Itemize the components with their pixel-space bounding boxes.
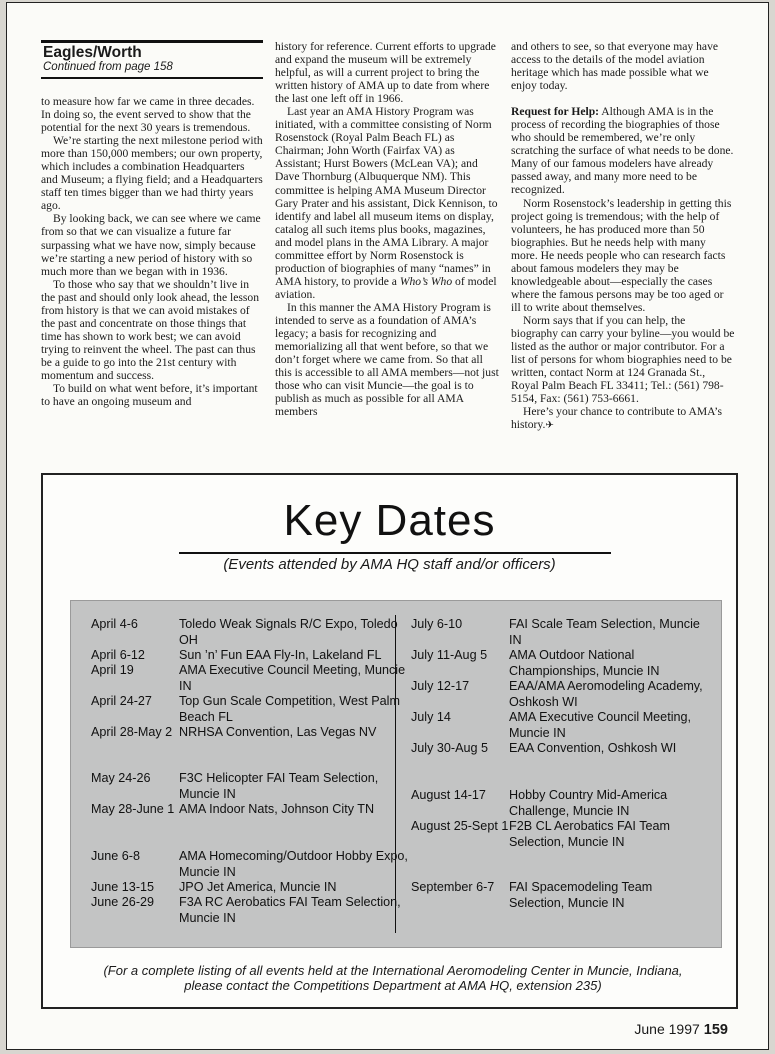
paragraph: We’re starting the next milestone period with more than 150,000 members; our own property, which includes a combination Headquarters and Museum; a flying field; and a Headquarters staff ten times bigger than we had thirty years ago.: [41, 134, 263, 213]
paragraph: history for reference. Current efforts to upgrade and expand the museum will be extremely helpful, as will a current project to bring the written history of AMA up to date from where the last one left off in 1966.: [275, 40, 496, 106]
request-for-help-lead: Request for Help:: [511, 105, 600, 119]
event-name: AMA Executive Council Meeting, Muncie IN: [509, 710, 691, 740]
paragraph: [275, 105, 501, 301]
event-name: EAA/AMA Aeromodeling Academy, Oshkosh WI: [509, 679, 703, 709]
event-date: June 13-15: [91, 880, 155, 894]
article-column-3: [511, 40, 735, 432]
article-column-2: [275, 40, 501, 418]
event-name: AMA Homecoming/Outdoor Hobby Expo, Muncie IN: [179, 849, 408, 879]
event-name: AMA Outdoor National Championships, Muncie IN: [509, 648, 660, 678]
event-name: F3A RC Aerobatics FAI Team Selection, Muncie IN: [179, 895, 401, 925]
paragraph: Norm Rosenstock’s leadership in getting this project going is tremendous; with the help of volunteers, he has produced more than 50 biographies. But he needs help with many more. He needs people who can research facts about famous modelers they may be knowledgeable about—especially the cases where the famous persons may be too aged or ill to write about themselves.: [511, 196, 732, 314]
paragraph: To those who say that we shouldn’t live in the past and should only look ahead, the lesson from history is that we can avoid mistakes of the past and concentrate on those things that time has shown to work best; we can avoid trying to reinvent the wheel. The past can thus be a guide to go into the 21st century with momentum and success.: [41, 277, 259, 382]
issue-date: June 1997: [634, 1021, 700, 1037]
event-date: April 19: [91, 663, 134, 677]
event-name: EAA Convention, Oshkosh WI: [509, 741, 677, 755]
event-name: Toledo Weak Signals R/C Expo, Toledo OH: [179, 617, 398, 647]
paragraph: In this manner the AMA History Program is intended to serve as a foundation of AMA’s legacy; a basis for recognizing and memorializing all that went before, so that we don’t forget where we came from. So that all this is accessible to all AMA members—not just those who can visit Muncie—the goal is to publish as much as possible for all AMA members: [275, 300, 499, 419]
key-dates-title: Key Dates: [283, 496, 496, 545]
article-column-1: [41, 95, 263, 408]
event-date: July 30-Aug 5: [411, 741, 489, 755]
event-name: NRHSA Convention, Las Vegas NV: [179, 725, 377, 739]
paragraph: to measure how far we came in three decades. In doing so, the event served to show that the potential for the next 30 years is tremendous.: [41, 95, 255, 135]
paragraph-text: of model aviation.: [275, 274, 497, 301]
page-folio: [634, 1021, 728, 1038]
airplane-icon: ✈: [545, 420, 554, 432]
title-rule: [179, 552, 611, 554]
event-date: May 24-26: [91, 771, 151, 785]
event-name: Sun ’n’ Fun EAA Fly-In, Lakeland FL: [179, 648, 382, 662]
event-name: AMA Executive Council Meeting, Muncie IN: [179, 663, 406, 693]
key-dates-panel: [70, 600, 722, 948]
paragraph: [511, 405, 735, 432]
paragraph: and others to see, so that everyone may have access to the details of the model aviation heritage which has made possible what we enjoy today.: [511, 40, 719, 93]
event-date: June 6-8: [91, 849, 141, 863]
page-number: 159: [703, 1022, 728, 1038]
event-name: AMA Indoor Nats, Johnson City TN: [179, 802, 375, 816]
event-date: September 6-7: [411, 880, 495, 894]
event-name: Hobby Country Mid-America Challenge, Muncie IN: [509, 788, 668, 818]
event-date: May 28-June 1: [91, 802, 175, 816]
magazine-page: [6, 2, 769, 1050]
paragraph-text: Although AMA is in the process of recording the biographies of those who should be remembered, we’re only scratching the surface of what needs to be done. Many of our famous modelers have already passed away, and many more need to be recognized.: [511, 105, 734, 197]
key-dates-subtitle: (Events attended by AMA HQ staff and/or officers): [223, 556, 556, 573]
event-date: June 26-29: [91, 895, 155, 909]
paragraph-text: Here’s your chance to contribute to AMA’s history.: [511, 405, 722, 432]
event-date: July 11-Aug 5: [411, 648, 488, 662]
paragraph: By looking back, we can see where we came from so that we can visualize a future far surpassing what we have now, simply because we’re starting a new period of history with so much more than we began with in 1936.: [41, 212, 261, 278]
event-date: August 25-Sept 1: [411, 819, 509, 833]
event-date: April 28-May 2: [91, 725, 173, 739]
event-name: Top Gun Scale Competition, West Palm Beach FL: [179, 694, 400, 724]
event-date: July 6-10: [411, 617, 463, 631]
event-name: FAI Spacemodeling Team Selection, Muncie IN: [509, 880, 653, 910]
key-dates-footnote: (For a complete listing of all events held at the International Aeromodeling Center in Muncie, Indiana, please contact the Competitions Department at AMA HQ, extension 235): [103, 963, 683, 993]
paragraph: To build on what went before, it’s important to have an ongoing museum and: [41, 382, 258, 409]
italic-title: Who’s Who: [399, 274, 453, 288]
event-date: April 4-6: [91, 617, 138, 631]
event-date: April 24-27: [91, 694, 152, 708]
event-date: July 14: [411, 710, 451, 724]
event-date: July 12-17: [411, 679, 470, 693]
article-header: [41, 40, 263, 79]
continued-note: Continued from page 158: [43, 61, 173, 73]
article-title: Eagles/Worth: [43, 44, 142, 61]
event-name: F3C Helicopter FAI Team Selection, Muncie IN: [179, 771, 379, 801]
paragraph: [511, 105, 735, 196]
event-date: August 14-17: [411, 788, 486, 802]
paragraph-text: Last year an AMA History Program was initiated, with a committee consisting of Norm Rosenstock (Royal Palm Beach FL) as Chairman; John Worth (Fairfax VA) as Assistant; Hurst Bowers (McLean VA); and Dave Thornburg (Albuquerque NM). This committee is helping AMA Museum Director Gary Prater and his assistant, Dick Kennison, to identify and label all museum items on display, catalog all such items plus books, magazines, and model plans in the AMA Library. A major committee effort by Norm Rosenstock is production of biographies of many “names” in AMA history, to provide a: [275, 105, 498, 288]
event-name: F2B CL Aerobatics FAI Team Selection, Muncie IN: [509, 819, 670, 849]
event-date: April 6-12: [91, 648, 145, 662]
event-name: JPO Jet America, Muncie IN: [179, 880, 337, 894]
paragraph: Norm says that if you can help, the biography can carry your byline—you would be listed as the author or major contributor. For a list of persons for whom biographies need to be written, contact Norm at 124 Granada St., Royal Palm Beach FL 33411; Tel.: (561) 798-5154, Fax: (561) 753-6661.: [511, 313, 735, 406]
key-dates-box: [41, 473, 738, 1009]
event-name: FAI Scale Team Selection, Muncie IN: [509, 617, 700, 647]
